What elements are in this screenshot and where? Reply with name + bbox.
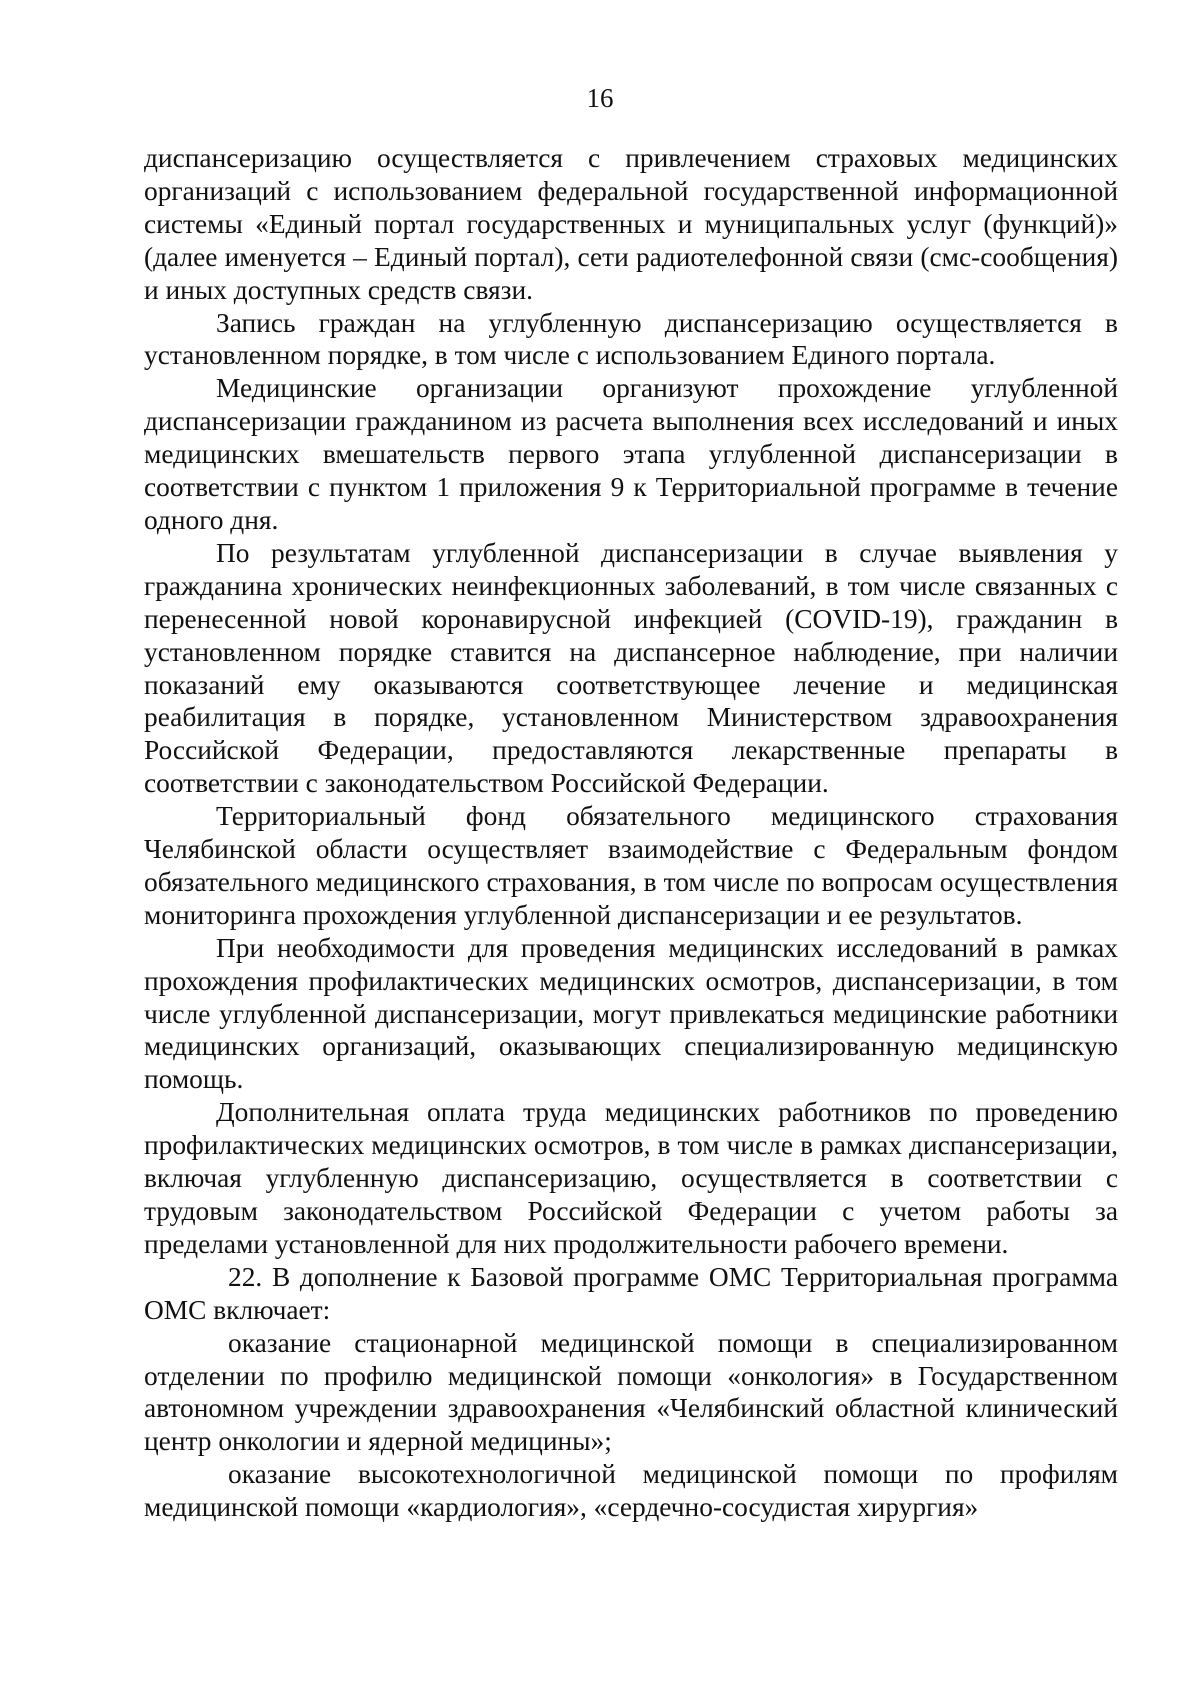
- paragraph-item-22: 22. В дополнение к Базовой программе ОМС Территориальная программа ОМС включает:: [144, 1261, 1118, 1325]
- paragraph-payment: Дополнительная оплата труда медицинских работников по проведению профилактических медицинских осмотров, в том числе в рамках диспансеризации, включая углубленную диспансеризацию, осуществляется в соответствии с трудовым законодательством Российской Федерации с учетом работы за пределами установленной для них продолжительности рабочего времени.: [144, 1097, 1118, 1259]
- paragraph-high-tech: оказание высокотехнологичной медицинской помощи по профилям медицинской помощи «кардиология», «сердечно-сосудистая хирургия»: [144, 1459, 1118, 1523]
- document-body: [144, 142, 1118, 1524]
- paragraph-organization: Медицинские организации организуют прохождение углубленной диспансеризации гражданином из расчета выполнения всех исследований и иных медицинских вмешательств первого этапа углубленной диспансеризации в соответствии с пунктом 1 приложения 9 к Территориальной программе в течение одного дня.: [144, 373, 1118, 535]
- paragraph-involvement: При необходимости для проведения медицинских исследований в рамках прохождения профилактических медицинских осмотров, диспансеризации, в том числе углубленной диспансеризации, могут привлекаться медицинские работники медицинских организаций, оказывающих специализированную медицинскую помощь.: [144, 932, 1118, 1095]
- paragraph-registration: Запись граждан на углубленную диспансеризацию осуществляется в установленном порядке, в том числе с использованием Единого портала.: [144, 307, 1118, 371]
- paragraph-fund-interaction: Территориальный фонд обязательного медицинского страхования Челябинской области осуществляет взаимодействие с Федеральным фондом обязательного медицинского страхования, в том числе по вопросам осуществления мониторинга прохождения углубленной диспансеризации и ее результатов.: [144, 801, 1118, 930]
- paragraph-continuation: диспансеризацию осуществляется с привлечением страховых медицинских организаций с использованием федеральной государственной информационной системы «Единый портал государственных и муниципальных услуг (функций)» (далее именуется – Единый портал), сети радиотелефонной связи (смс-сообщения) и иных доступных средств связи.: [144, 143, 1118, 305]
- paragraph-results: По результатам углубленной диспансеризации в случае выявления у гражданина хронических неинфекционных заболеваний, в том числе связанных с перенесенной новой коронавирусной инфекцией (COVID-19), гражданин в установленном порядке ставится на диспансерное наблюдение, при наличии показаний ему оказываются соответствующее лечение и медицинская реабилитация в порядке, установленном Министерством здравоохранения Российской Федерации, предоставляются лекарственные препараты в соответствии с законодательством Российской Федерации.: [144, 537, 1118, 799]
- page-number: 16: [586, 83, 614, 113]
- paragraph-oncology: оказание стационарной медицинской помощи в специализированном отделении по профилю медицинской помощи «онкология» в Государственном автономном учреждении здравоохранения «Челябинский областной клинический центр онкологии и ядерной медицины»;: [144, 1327, 1118, 1457]
